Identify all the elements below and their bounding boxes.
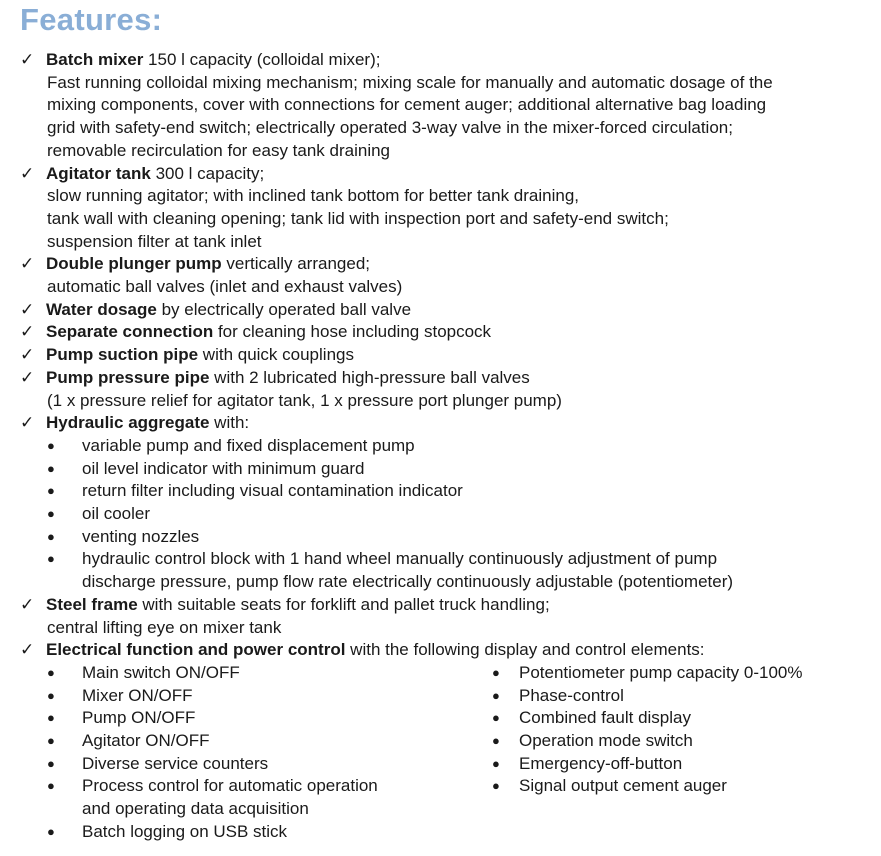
feature-heading (46, 299, 411, 322)
feature-detail: vertically arranged; (221, 254, 370, 274)
feature-description: suspension filter at tank inlet (47, 231, 262, 251)
check-icon: ✓ (20, 367, 35, 387)
list-item: variable pump and fixed displacement pump (82, 435, 415, 455)
feature-detail: with: (209, 413, 250, 433)
feature-description: tank wall with cleaning opening; tank lid with inspection port and safety-end switch; (47, 208, 669, 228)
bullet-icon: ● (47, 551, 55, 567)
list-item: Diverse service counters (82, 753, 269, 773)
check-icon: ✓ (20, 345, 35, 365)
bullet-icon: ● (47, 506, 55, 521)
feature-heading (46, 594, 550, 617)
feature-name: Separate connection (46, 322, 214, 342)
bullet-icon: ● (492, 733, 500, 748)
bullet-icon: ● (47, 755, 55, 771)
feature-heading (46, 321, 491, 344)
bullet-icon: ● (492, 664, 500, 680)
feature-heading (46, 639, 705, 662)
list-item: Batch logging on USB stick (82, 821, 288, 841)
bullet-icon: ● (492, 710, 500, 726)
check-icon: ✓ (20, 163, 35, 183)
bullet-icon: ● (47, 483, 55, 499)
feature-name: Pump suction pipe (46, 345, 199, 365)
list-item: Combined fault display (519, 708, 691, 728)
bullet-icon: ● (47, 687, 55, 703)
check-icon: ✓ (20, 299, 35, 319)
feature-detail: with suitable seats for forklift and pallet truck handling; (137, 594, 550, 614)
list-item: Potentiometer pump capacity 0-100% (519, 662, 803, 682)
feature-heading (46, 367, 530, 390)
list-item: oil level indicator with minimum guard (82, 458, 365, 478)
check-icon: ✓ (20, 640, 35, 660)
feature-detail: with 2 lubricated high-pressure ball valves (209, 367, 530, 387)
check-icon: ✓ (20, 594, 35, 614)
feature-heading (46, 412, 249, 435)
check-icon: ✓ (20, 413, 35, 433)
feature-detail: by electrically operated ball valve (156, 299, 412, 319)
feature-description: slow running agitator; with inclined tank bottom for better tank draining, (47, 186, 580, 206)
list-item: Process control for automatic operation (82, 776, 378, 796)
list-item: Phase-control (519, 685, 624, 705)
list-item: Mixer ON/OFF (82, 685, 193, 705)
feature-description: central lifting eye on mixer tank (47, 617, 282, 637)
feature-name: Electrical function and power control (46, 640, 346, 660)
list-item: Operation mode switch (519, 731, 693, 750)
bullet-icon: ● (492, 687, 500, 703)
bullet-icon: ● (47, 733, 55, 748)
feature-description: automatic ball valves (inlet and exhaust valves) (47, 277, 403, 296)
feature-name: Pump pressure pipe (46, 367, 210, 387)
feature-heading (46, 49, 380, 72)
feature-heading (46, 344, 354, 367)
feature-detail: with the following display and control elements: (345, 640, 705, 660)
list-item: Emergency-off-button (519, 753, 683, 773)
feature-description: Fast running colloidal mixing mechanism; mixing scale for manually and automatic dosage of the (47, 72, 773, 92)
feature-name: Batch mixer (46, 50, 144, 69)
list-item: hydraulic control block with 1 hand wheel manually continuously adjustment of pump (82, 549, 718, 569)
list-item: Main switch ON/OFF (82, 662, 240, 682)
bullet-icon: ● (47, 823, 55, 839)
feature-description: (1 x pressure relief for agitator tank, 1 x pressure port plunger pump) (47, 390, 562, 410)
feature-name: Double plunger pump (46, 254, 222, 274)
feature-detail: 150 l capacity (colloidal mixer); (143, 50, 381, 69)
feature-description: mixing components, cover with connections for cement auger; additional alternative bag loading (47, 95, 767, 115)
list-item: Pump ON/OFF (82, 708, 196, 728)
check-icon: ✓ (20, 254, 35, 274)
list-item: Signal output cement auger (519, 776, 727, 796)
page-title: Features: (20, 2, 163, 37)
feature-detail: with quick couplings (198, 345, 354, 365)
bullet-icon: ● (47, 460, 55, 476)
list-item: venting nozzles (82, 526, 200, 546)
list-item: and operating data acquisition (82, 799, 309, 819)
feature-name: Agitator tank (46, 163, 151, 183)
bullet-icon: ● (492, 778, 500, 794)
list-item: return filter including visual contamination indicator (82, 481, 463, 501)
list-item: discharge pressure, pump flow rate electrically continuously adjustable (potentiometer) (82, 572, 734, 592)
list-item: oil cooler (82, 504, 151, 523)
bullet-icon: ● (47, 528, 55, 544)
bullet-icon: ● (492, 755, 500, 771)
feature-description: removable recirculation for easy tank draining (47, 140, 391, 160)
feature-detail: 300 l capacity; (150, 163, 265, 183)
list-item: Agitator ON/OFF (82, 731, 210, 750)
feature-name: Hydraulic aggregate (46, 413, 210, 433)
feature-description: grid with safety-end switch; electrically operated 3-way valve in the mixer-forced circulation; (47, 118, 733, 138)
bullet-icon: ● (47, 437, 55, 453)
check-icon: ✓ (20, 50, 35, 69)
feature-name: Water dosage (46, 299, 157, 319)
feature-heading (46, 253, 370, 276)
check-icon: ✓ (20, 322, 35, 342)
feature-detail: for cleaning hose including stopcock (213, 322, 492, 342)
bullet-icon: ● (47, 778, 55, 794)
bullet-icon: ● (47, 664, 55, 680)
bullet-icon: ● (47, 710, 55, 726)
feature-name: Steel frame (46, 594, 138, 614)
feature-heading (46, 163, 264, 186)
